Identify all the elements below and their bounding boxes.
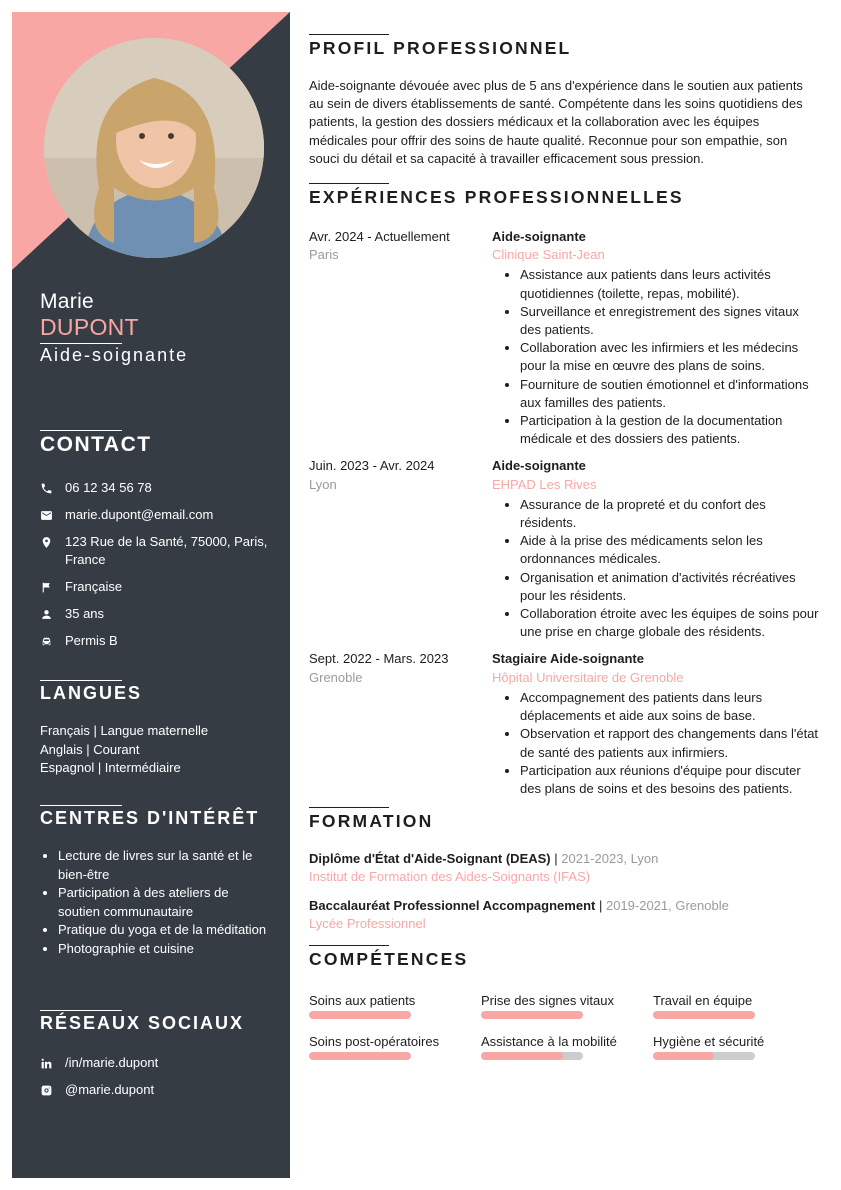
education-school: Lycée Professionnel [309,915,426,931]
job-title: Aide-soignante [40,345,189,365]
experience-bullet: • Collaboration avec les infirmiers et les médecins pour la mise en œuvre des plans de soins. [520,339,819,375]
skill-fill [481,1052,563,1060]
experience-bullet: • Collaboration étroite avec les équipes de soins pour une prise en charge globale des résidents. [520,605,819,641]
skill-fill [653,1011,755,1019]
languages-list [40,722,274,778]
education-section [309,807,819,933]
section-divider [40,430,122,431]
interests-title: CENTRES D'INTÉRÊT [40,808,260,828]
experience-title: EXPÉRIENCES PROFESSIONNELLES [309,187,684,208]
skills-section [309,945,819,1060]
interest-item: • Photographie et cuisine [58,940,274,959]
first-name: Marie [40,290,95,313]
experience-bullet: • Assurance de la propreté et du confort des résidents. [520,496,819,532]
skill-item [481,1033,653,1060]
profile-title: PROFIL PROFESSIONNEL [309,38,572,58]
interests-section [40,805,274,958]
contact-section [40,430,274,659]
experience-company: Hôpital Universitaire de Grenoble [492,669,684,685]
profile-section [309,34,819,168]
name-divider [40,343,122,344]
contact-license [40,632,274,650]
social-text: /in/marie.dupont [65,1055,159,1070]
experience-location: Paris [309,247,339,263]
social-instagram[interactable] [40,1081,274,1099]
experience-company: Clinique Saint-Jean [492,247,605,263]
experience-section [309,183,819,798]
section-divider [40,680,122,681]
education-title: FORMATION [309,811,434,832]
location-icon [40,533,65,549]
skill-bar [653,1011,755,1019]
skill-bar [481,1052,583,1060]
interest-item: • Pratique du yoga et de la méditation [58,921,274,940]
section-divider [309,807,389,808]
contact-text: 06 12 34 56 78 [65,480,152,495]
person-icon [40,605,65,621]
skill-bar [653,1052,755,1060]
skill-bar [481,1011,583,1019]
education-separator: | [554,851,562,867]
skill-item [309,1033,481,1060]
contact-age [40,605,274,623]
skill-name: Soins aux patients [309,992,416,1008]
language-item: Anglais | Courant [40,741,140,757]
experience-item [309,457,819,641]
section-divider [309,34,389,35]
section-divider [40,805,122,806]
skill-item [653,1033,819,1060]
contact-email[interactable] [40,506,274,524]
name-block [40,290,188,366]
section-divider [309,945,389,946]
skill-fill [309,1052,411,1060]
email-icon [40,506,65,522]
skills-title: COMPÉTENCES [309,948,469,969]
last-name: DUPONT [40,314,139,340]
car-icon [40,632,65,648]
experience-location: Grenoble [309,669,363,685]
skill-name: Travail en équipe [653,992,753,1008]
contact-text: Française [65,579,123,594]
experience-bullet: • Participation à la gestion de la documentation médicale et des dossiers des patients. [520,412,819,448]
social-text: @marie.dupont [65,1082,155,1097]
skill-fill [309,1011,411,1019]
experience-date: Juin. 2023 - Avr. 2024 [309,458,435,474]
experience-location: Lyon [309,476,337,492]
skills-grid [309,992,819,1060]
experience-role: Aide-soignante [492,229,586,245]
experience-bullet: • Fourniture de soutien émotionnel et d'informations aux familles des patients. [520,376,819,412]
experience-bullet: • Organisation et animation d'activités récréatives pour les résidents. [520,569,819,605]
skill-item [481,992,653,1019]
education-degree: Baccalauréat Professionnel Accompagnement [309,897,596,913]
experience-bullets [492,266,819,448]
section-divider [309,183,389,184]
experience-bullet: • Observation et rapport des changements dans l'état de santé des patients aux infirmiers. [520,725,819,761]
experience-date: Avr. 2024 - Actuellement [309,229,450,245]
interest-item: • Lecture de livres sur la santé et le bien-être [58,847,274,884]
experience-bullet: • Participation aux réunions d'équipe pour discuter des plans de soins et des besoins des patients. [520,762,819,798]
education-meta: 2019-2021, Grenoble [605,897,729,913]
social-title: RÉSEAUX SOCIAUX [40,1013,245,1033]
contact-text: 123 Rue de la Santé, 75000, Paris, France [65,534,268,567]
skill-bar [309,1052,411,1060]
skill-fill [481,1011,583,1019]
skill-name: Prise des signes vitaux [481,992,614,1008]
education-meta: 2021-2023, Lyon [561,851,659,867]
languages-section [40,680,274,778]
experience-company: EHPAD Les Rives [492,476,597,492]
social-list [40,1054,274,1099]
contact-text: 35 ans [65,606,105,621]
flag-icon [40,578,65,594]
skill-name: Assistance à la mobilité [481,1033,617,1049]
interests-list [40,847,274,958]
experience-bullets [492,496,819,642]
experience-role: Stagiaire Aide-soignante [492,651,644,667]
education-item [309,897,819,933]
skill-bar [309,1011,411,1019]
experience-bullets [492,689,819,798]
skill-item [309,992,481,1019]
phone-icon [40,479,65,495]
experience-bullet: • Surveillance et enregistrement des signes vitaux des patients. [520,303,819,339]
contact-text: marie.dupont@email.com [65,507,214,522]
experience-item [309,228,819,448]
interest-item: • Participation à des ateliers de soutien communautaire [58,884,274,921]
language-item: Français | Langue maternelle [40,723,209,738]
instagram-icon [40,1084,65,1097]
skill-name: Soins post-opératoires [309,1033,440,1049]
education-school: Institut de Formation des Aides-Soignants (IFAS) [309,869,591,885]
experience-bullet: • Assistance aux patients dans leurs activités quotidiennes (toilette, repas, mobilité). [520,266,819,302]
sidebar [12,12,290,1178]
section-divider [40,1010,122,1011]
social-section [40,1010,274,1108]
contact-nationality [40,578,274,596]
experience-role: Aide-soignante [492,458,586,474]
education-list [309,850,819,933]
education-separator: | [598,897,606,913]
contact-address [40,533,274,569]
experience-list [309,228,819,798]
skill-item [653,992,819,1019]
skill-name: Hygiène et sécurité [653,1033,765,1049]
experience-item [309,650,819,798]
contact-title: CONTACT [40,433,152,456]
profile-text: Aide-soignante dévouée avec plus de 5 ans d'expérience dans le soutien aux patients au sein de divers établissements de santé. Compétente dans les soins quotidiens des patients, la gestion des dossiers médicaux et la collaboration avec les équipes médicales pour offrir des soins de haute qualité. Reconnue pour son empathie, son souci du détail et sa capacité à travailler efficacement sous pression. [309,78,803,166]
skill-fill [653,1052,714,1060]
social-linkedin[interactable] [40,1054,274,1072]
main-content [309,34,819,1060]
language-item: Espagnol | Intermédiaire [40,760,181,775]
experience-date: Sept. 2022 - Mars. 2023 [309,651,449,667]
contact-phone[interactable] [40,479,274,497]
contact-text: Permis B [65,633,118,648]
education-degree: Diplôme d'État d'Aide-Soignant (DEAS) [309,851,551,867]
languages-title: LANGUES [40,683,143,703]
education-item [309,850,819,886]
experience-bullet: • Accompagnement des patients dans leurs déplacements et aide aux soins de base. [520,689,819,725]
linkedin-icon [40,1057,65,1070]
experience-bullet: • Aide à la prise des médicaments selon les ordonnances médicales. [520,532,819,568]
profile-photo [44,38,264,258]
contact-list [40,479,274,650]
